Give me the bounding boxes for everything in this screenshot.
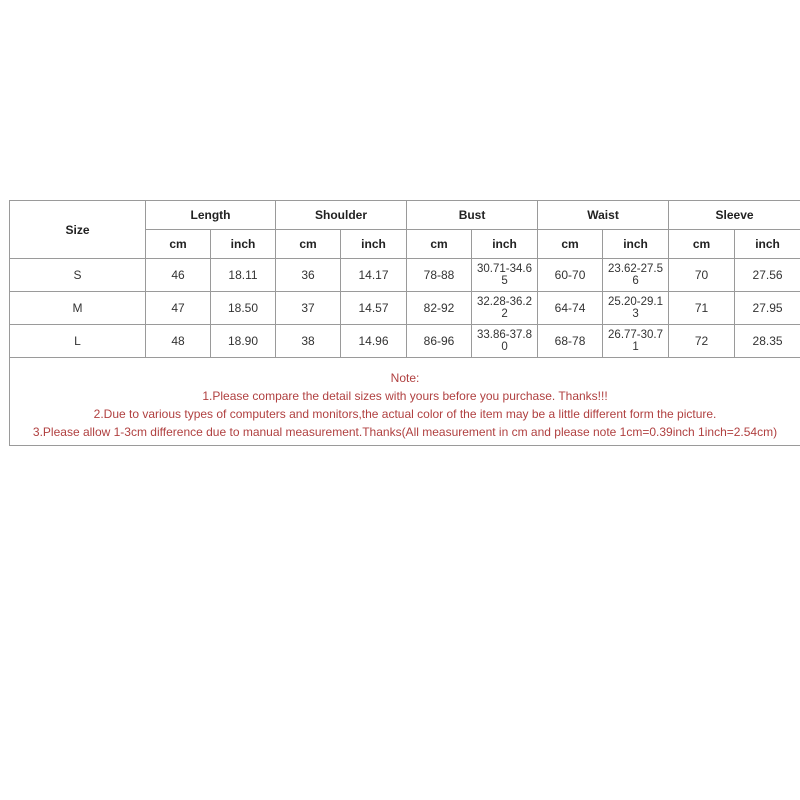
size-cell: L bbox=[10, 325, 146, 358]
value-cell: 78-88 bbox=[407, 259, 472, 292]
bust-header: Bust bbox=[407, 201, 538, 230]
value-cell: 33.86-37.80 bbox=[477, 329, 533, 353]
value-cell: 38 bbox=[276, 325, 341, 358]
unit-header: inch bbox=[472, 230, 538, 259]
shoulder-header: Shoulder bbox=[276, 201, 407, 230]
value-cell: 68-78 bbox=[538, 325, 603, 358]
value-cell: 64-74 bbox=[538, 292, 603, 325]
notes-row bbox=[10, 358, 800, 446]
value-cell: 26.77-30.71 bbox=[608, 329, 664, 353]
size-cell: M bbox=[10, 292, 146, 325]
value-cell: 70 bbox=[669, 259, 735, 292]
unit-header: inch bbox=[211, 230, 276, 259]
value-cell: 18.50 bbox=[211, 292, 276, 325]
size-header: Size bbox=[10, 201, 146, 259]
sleeve-header: Sleeve bbox=[669, 201, 800, 230]
value-cell: 18.90 bbox=[211, 325, 276, 358]
unit-header: cm bbox=[538, 230, 603, 259]
unit-header: inch bbox=[341, 230, 407, 259]
note-line: 1.Please compare the detail sizes with yours before you purchase. Thanks!!! bbox=[202, 388, 608, 403]
value-cell: 28.35 bbox=[735, 325, 800, 358]
value-cell: 47 bbox=[146, 292, 211, 325]
value-cell: 27.56 bbox=[735, 259, 800, 292]
value-cell: 25.20-29.13 bbox=[608, 296, 664, 320]
note-line: 2.Due to various types of computers and monitors,the actual color of the item may be a little different form the picture. bbox=[93, 406, 717, 421]
unit-header: cm bbox=[276, 230, 341, 259]
value-cell: 82-92 bbox=[407, 292, 472, 325]
table-row bbox=[10, 325, 800, 358]
table-row bbox=[10, 259, 800, 292]
value-cell: 86-96 bbox=[407, 325, 472, 358]
group-header-row bbox=[10, 201, 800, 230]
value-cell: 30.71-34.65 bbox=[477, 263, 533, 287]
notes-cell bbox=[10, 358, 800, 446]
value-cell: 27.95 bbox=[735, 292, 800, 325]
value-cell: 48 bbox=[146, 325, 211, 358]
value-cell: 14.17 bbox=[341, 259, 407, 292]
value-cell: 32.28-36.22 bbox=[477, 296, 533, 320]
value-cell: 71 bbox=[669, 292, 735, 325]
waist-header: Waist bbox=[538, 201, 669, 230]
note-line: 3.Please allow 1-3cm difference due to manual measurement.Thanks(All measurement in cm and please note 1cm=0.39inch 1inch=2.54cm) bbox=[32, 424, 778, 439]
unit-header: inch bbox=[735, 230, 800, 259]
unit-header: cm bbox=[407, 230, 472, 259]
unit-header: cm bbox=[146, 230, 211, 259]
length-header: Length bbox=[146, 201, 276, 230]
table-row bbox=[10, 292, 800, 325]
size-cell: S bbox=[10, 259, 146, 292]
value-cell: 14.57 bbox=[341, 292, 407, 325]
value-cell: 46 bbox=[146, 259, 211, 292]
unit-header: cm bbox=[669, 230, 735, 259]
value-cell: 36 bbox=[276, 259, 341, 292]
value-cell: 14.96 bbox=[341, 325, 407, 358]
size-chart-table bbox=[9, 200, 800, 446]
value-cell: 37 bbox=[276, 292, 341, 325]
value-cell: 23.62-27.56 bbox=[608, 263, 664, 287]
note-title: Note: bbox=[390, 370, 420, 385]
value-cell: 18.11 bbox=[211, 259, 276, 292]
value-cell: 60-70 bbox=[538, 259, 603, 292]
value-cell: 72 bbox=[669, 325, 735, 358]
unit-header: inch bbox=[603, 230, 669, 259]
